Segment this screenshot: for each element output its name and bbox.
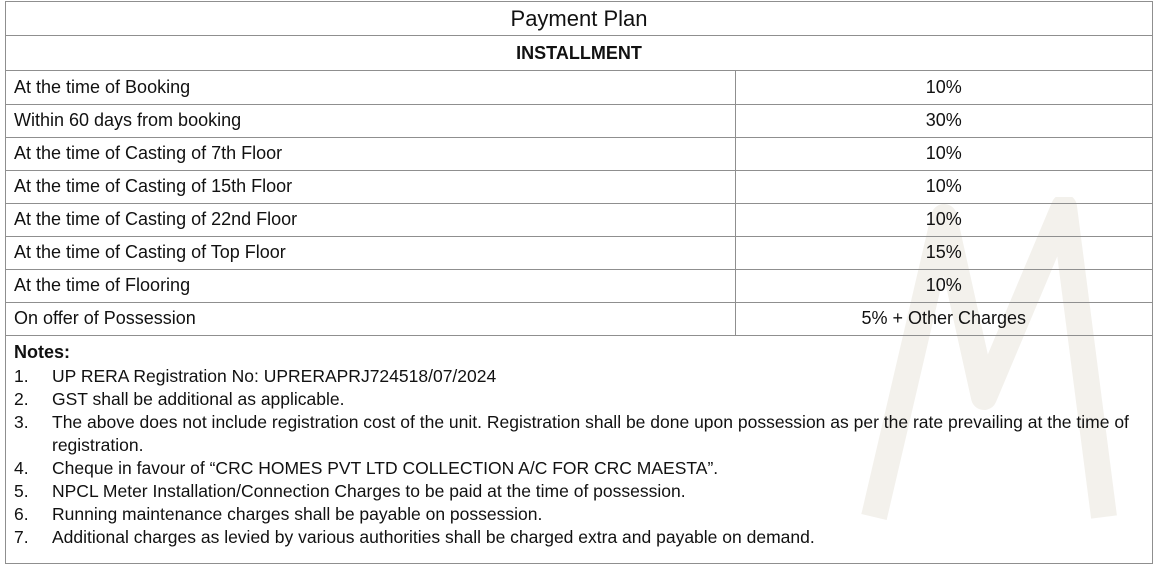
table-row <box>6 203 1152 236</box>
note-text: Cheque in favour of “CRC HOMES PVT LTD COLLECTION A/C FOR CRC MAESTA”. <box>52 457 719 478</box>
installment-stage: At the time of Casting of 22nd Floor <box>6 203 735 236</box>
note-text: The above does not include registration cost of the unit. Registration shall be done upon possession as per the rate prevailing at the time of registration. <box>52 411 1129 455</box>
notes-list <box>14 365 1144 549</box>
note-text: Running maintenance charges shall be payable on possession. <box>52 503 543 524</box>
payment-plan-sheet <box>5 1 1153 564</box>
note-number: 5. <box>14 480 29 501</box>
installment-stage: On offer of Possession <box>6 302 735 335</box>
notes-section <box>6 336 1152 549</box>
notes-title: Notes: <box>14 341 71 362</box>
note-number: 2. <box>14 388 29 409</box>
table-row <box>6 170 1152 203</box>
installment-stage: At the time of Casting of 7th Floor <box>6 137 735 170</box>
installment-stage: At the time of Casting of 15th Floor <box>6 170 735 203</box>
note-number: 3. <box>14 411 29 432</box>
table-row <box>6 236 1152 269</box>
installment-percent: 10% <box>735 203 1152 236</box>
note-item <box>14 411 1144 457</box>
note-number: 4. <box>14 457 29 478</box>
installment-percent: 10% <box>735 170 1152 203</box>
page-title: Payment Plan <box>6 2 1152 36</box>
installment-percent: 15% <box>735 236 1152 269</box>
installment-percent: 5% + Other Charges <box>735 302 1152 335</box>
note-item <box>14 480 1144 503</box>
note-item <box>14 503 1144 526</box>
installment-stage: Within 60 days from booking <box>6 104 735 137</box>
note-item <box>14 388 1144 411</box>
table-row <box>6 269 1152 302</box>
table-row <box>6 104 1152 137</box>
note-text: UP RERA Registration No: UPRERAPRJ724518/07/2024 <box>52 365 497 386</box>
table-row <box>6 302 1152 335</box>
note-number: 7. <box>14 526 29 547</box>
installment-stage: At the time of Flooring <box>6 269 735 302</box>
note-number: 1. <box>14 365 29 386</box>
payment-plan-table <box>6 71 1152 336</box>
installment-stage: At the time of Casting of Top Floor <box>6 236 735 269</box>
installment-stage: At the time of Booking <box>6 71 735 104</box>
note-text: GST shall be additional as applicable. <box>52 388 345 409</box>
note-text: Additional charges as levied by various authorities shall be charged extra and payable on demand. <box>52 526 815 547</box>
note-text: NPCL Meter Installation/Connection Charges to be paid at the time of possession. <box>52 480 686 501</box>
installment-header: INSTALLMENT <box>6 36 1152 71</box>
table-row <box>6 71 1152 104</box>
installment-percent: 10% <box>735 71 1152 104</box>
note-item <box>14 457 1144 480</box>
note-item <box>14 365 1144 388</box>
installment-percent: 30% <box>735 104 1152 137</box>
installment-percent: 10% <box>735 269 1152 302</box>
table-row <box>6 137 1152 170</box>
note-number: 6. <box>14 503 29 524</box>
note-item <box>14 526 1144 549</box>
installment-percent: 10% <box>735 137 1152 170</box>
